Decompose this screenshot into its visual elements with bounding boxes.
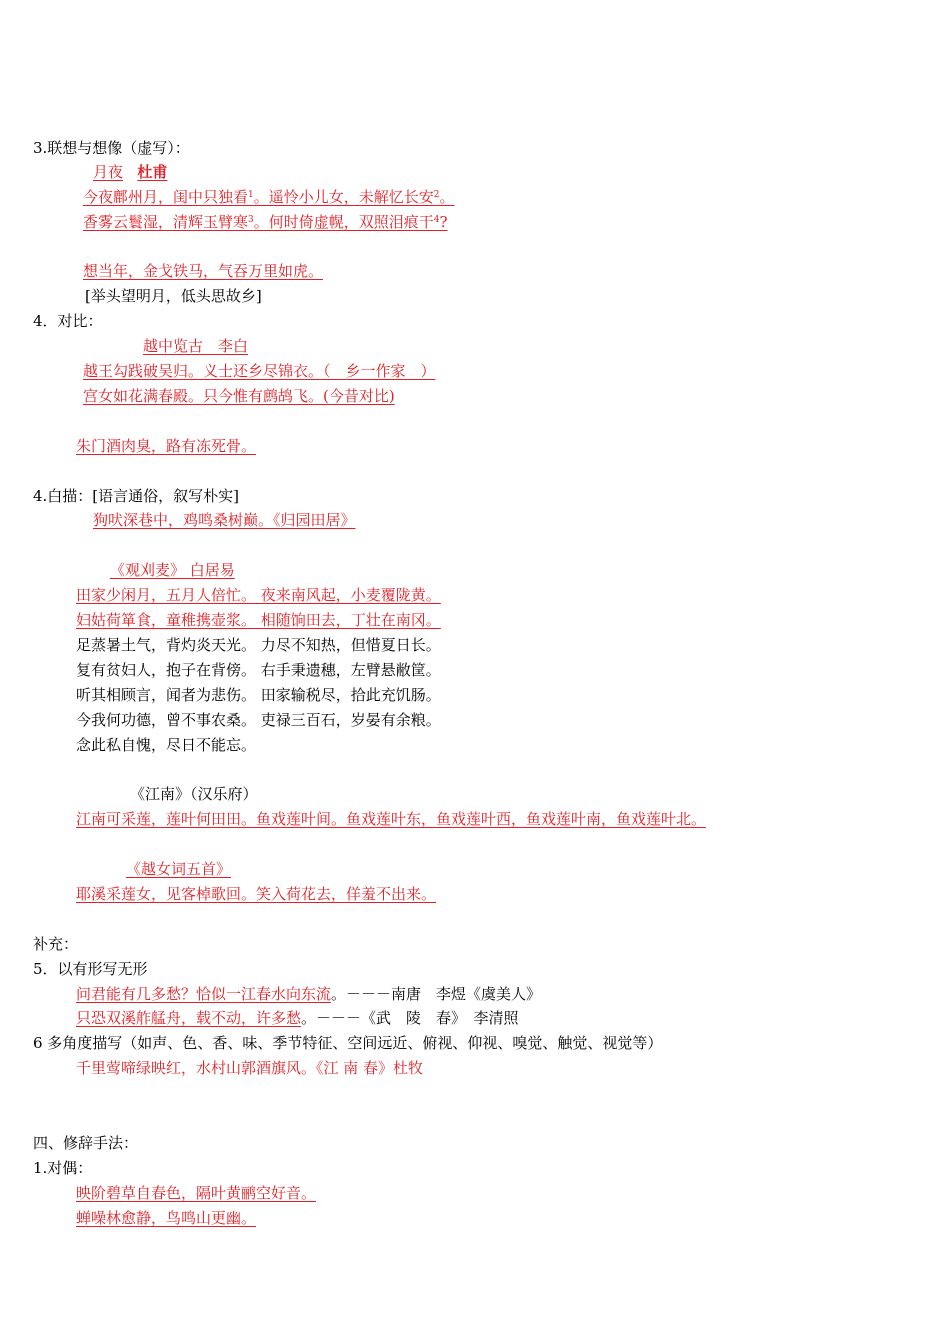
subheading-multi-angle: 6 多角度描写（如声、色、香、味、季节特征、空间远近、俯视、仰视、嗅觉、触觉、视觉等） bbox=[33, 1034, 663, 1052]
quote-line bbox=[76, 1008, 519, 1028]
section-heading-contrast: 4．对比： bbox=[33, 312, 103, 330]
quote-source: 。－－－南唐 李煜《虞美人》 bbox=[331, 985, 542, 1003]
quote-text: 只恐双溪舴艋舟，载不动，许多愁 bbox=[76, 1009, 302, 1027]
poem-line: 足蒸暑土气，背灼炎天光。 力尽不知热，但惜夏日长。 bbox=[76, 636, 441, 654]
poem-title: 月夜 bbox=[93, 163, 124, 181]
footnote-marker: 4 bbox=[433, 215, 440, 225]
poem-line-text: 。 bbox=[439, 188, 455, 206]
quote-line: 映阶碧草自春色，隔叶黄鹂空好音。 bbox=[76, 1184, 317, 1202]
quote-line: 朱门酒肉臭，路有冻死骨。 bbox=[76, 437, 257, 455]
footnote-marker: 3 bbox=[248, 215, 254, 225]
poem-title: 《越女词五首》 bbox=[126, 860, 232, 878]
poem-line: 听其相顾言，闻者为悲伤。 田家输税尽，拾此充饥肠。 bbox=[76, 686, 441, 704]
footnote-marker: 2 bbox=[433, 190, 440, 200]
section-heading-plain-description: 4.白描：[语言通俗，叙写朴实] bbox=[33, 487, 240, 505]
poem-line: 江南可采莲，莲叶何田田。鱼戏莲叶间。鱼戏莲叶东，鱼戏莲叶西，鱼戏莲叶南，鱼戏莲叶北。 bbox=[76, 810, 707, 828]
quote-line: 想当年，金戈铁马，气吞万里如虎。 bbox=[83, 262, 324, 280]
poem-line-text: 今夜鄜州月，闺中只独看 bbox=[83, 188, 249, 206]
poem-line-text: 香雾云鬟湿，清辉玉臂寒 bbox=[83, 213, 249, 231]
poem-line: 宫女如花满春殿。只今惟有鹧鸪飞。(今昔对比) bbox=[83, 387, 395, 405]
poem-line: 念此私自愧，尽日不能忘。 bbox=[76, 736, 257, 754]
poem-line-text: 。遥怜小儿女，未解忆长安 bbox=[253, 188, 434, 206]
subheading-antithesis: 1.对偶： bbox=[33, 1159, 93, 1177]
poem-line: 复有贫妇人，抱子在背傍。 右手秉遗穗，左臂悬敝筐。 bbox=[76, 661, 441, 679]
quote-line bbox=[76, 984, 541, 1004]
poem-line: 妇姑荷箪食，童稚携壶浆。 相随饷田去，丁壮在南冈。 bbox=[76, 611, 441, 629]
poem-title: 《观刈麦》 白居易 bbox=[110, 561, 235, 579]
poem-line: 今我何功德，曾不事农桑。 吏禄三百石，岁晏有余粮。 bbox=[76, 711, 441, 729]
poem-title: 越中览古 李白 bbox=[143, 337, 249, 355]
poem-line: 田家少闲月，五月人倍忙。 夜来南风起，小麦覆陇黄。 bbox=[76, 586, 441, 604]
poem-line-text: 。何时倚虚幌，双照泪痕干 bbox=[253, 213, 434, 231]
poem-author: 杜甫 bbox=[137, 163, 168, 181]
quote-line: 千里莺啼绿映红，水村山郭酒旗风。《江 南 春》杜牧 bbox=[76, 1059, 424, 1077]
poem-title: 《江南》（汉乐府） bbox=[130, 785, 258, 803]
footnote-marker: 1 bbox=[248, 190, 254, 200]
poem-title-yueye bbox=[93, 162, 167, 182]
quote-line: 蝉噪林愈静，鸟鸣山更幽。 bbox=[76, 1209, 257, 1227]
quote-line: 狗吠深巷中，鸡鸣桑树巅。《归园田居》 bbox=[93, 511, 356, 529]
poem-line-text: ? bbox=[439, 213, 448, 231]
poem-line bbox=[83, 212, 448, 232]
section-heading-supplement: 补充： bbox=[33, 935, 79, 953]
quote-source: 。－－－《武 陵 春》 李清照 bbox=[301, 1009, 519, 1027]
quote-text: 问君能有几多愁？恰似一江春水向东流 bbox=[76, 985, 332, 1003]
section-heading-association: 3.联想与想像（虚写）： bbox=[33, 139, 190, 157]
poem-line bbox=[83, 187, 455, 207]
subheading-tangible-intangible: 5．以有形写无形 bbox=[33, 960, 148, 978]
section-heading-rhetoric: 四、修辞手法： bbox=[33, 1134, 139, 1152]
poem-line: 耶溪采莲女，见客棹歌回。笑入荷花去，佯羞不出来。 bbox=[76, 885, 437, 903]
poem-line: 越王勾践破吴归。义士还乡尽锦衣。（ 乡一作家 ） bbox=[83, 362, 436, 380]
quote-line: [举头望明月，低头思故乡] bbox=[85, 287, 262, 305]
